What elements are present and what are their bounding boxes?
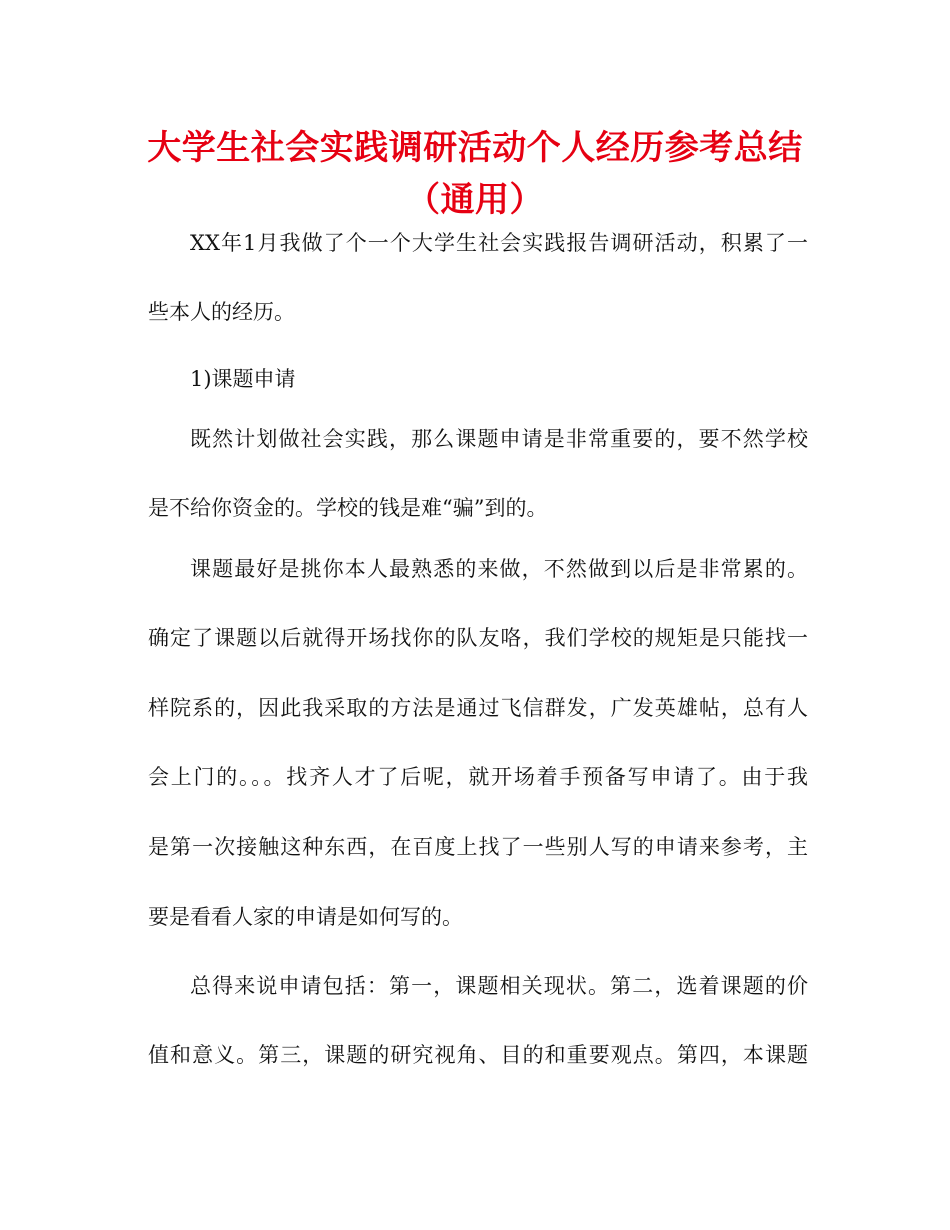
paragraph-line: 值和意义。第三，课题的研究视角、目的和重要观点。第四，本课题 <box>148 1043 808 1067</box>
paragraph-line: 要是看看人家的申请是如何写的。 <box>148 905 463 929</box>
paragraph-line: 既然计划做社会实践，那么课题申请是非常重要的，要不然学校 <box>190 427 808 451</box>
section-heading: 1)课题申请 <box>190 367 296 391</box>
paragraph-line: 些本人的经历。 <box>148 300 295 324</box>
paragraph-line: 总得来说申请包括：第一，课题相关现状。第二，选着课题的价 <box>190 974 808 998</box>
paragraph-line: 是第一次接触这种东西，在百度上找了一些别人写的申请来参考，主 <box>148 835 808 859</box>
paragraph-line: 会上门的。。。找齐人才了后呢，就开场着手预备写申请了。由于我 <box>148 765 808 789</box>
paragraph-line: 确定了课题以后就得开场找你的队友咯，我们学校的规矩是只能找一 <box>148 626 808 650</box>
paragraph-line: 课题最好是挑你本人最熟悉的来做，不然做到以后是非常累的。 <box>190 557 808 581</box>
paragraph-line: 是不给你资金的。学校的钱是难“骗”到的。 <box>148 496 548 520</box>
paragraph-line: 样院系的，因此我采取的方法是通过飞信群发，广发英雄帖，总有人 <box>148 696 808 720</box>
paragraph-line: XX年1月我做了个一个大学生社会实践报告调研活动，积累了一 <box>190 231 808 255</box>
document-title: 大学生社会实践调研活动个人经历参考总结（通用） <box>147 128 803 220</box>
